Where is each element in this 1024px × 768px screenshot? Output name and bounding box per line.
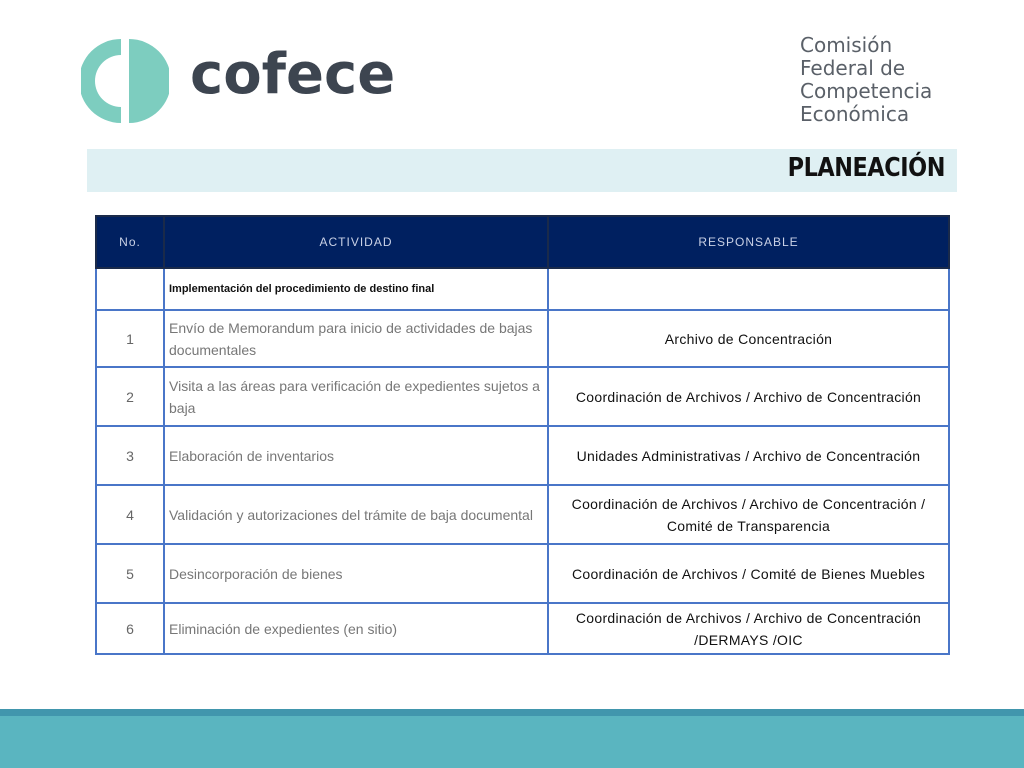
row-responsible: Coordinación de Archivos / Archivo de Concentración /DERMAYS /OIC [548, 603, 949, 654]
subheader-no-cell [96, 268, 164, 310]
org-name-line: Federal de [800, 56, 906, 80]
org-name-line: Comisión [800, 33, 893, 57]
row-responsible: Coordinación de Archivos / Archivo de Concentración [548, 367, 949, 426]
page-title: PLANEACIÓN [787, 153, 945, 183]
row-activity: Desincorporación de bienes [164, 544, 548, 603]
header-no: No. [96, 216, 164, 268]
organization-name [800, 34, 1000, 126]
row-activity: Elaboración de inventarios [164, 426, 548, 485]
row-number: 5 [96, 544, 164, 603]
planning-table [95, 215, 950, 655]
row-activity: Validación y autorizaciones del trámite de baja documental [164, 485, 548, 544]
row-activity: Eliminación de expedientes (en sitio) [164, 603, 548, 654]
row-responsible: Coordinación de Archivos / Archivo de Concentración / Comité de Transparencia [548, 485, 949, 544]
logo-wordmark: cofece [190, 42, 396, 107]
table-row [96, 544, 949, 603]
footer-divider [0, 709, 1024, 716]
title-bar [87, 149, 957, 192]
row-number: 1 [96, 310, 164, 367]
subheader-activity: Implementación del procedimiento de destino final [164, 268, 548, 310]
org-name-line: Económica [800, 102, 910, 126]
footer-band [0, 716, 1024, 768]
table-subheader-row [96, 268, 949, 310]
table-row [96, 603, 949, 654]
header-activity: ACTIVIDAD [164, 216, 548, 268]
row-activity: Envío de Memorandum para inicio de actividades de bajas documentales [164, 310, 548, 367]
row-responsible: Unidades Administrativas / Archivo de Concentración [548, 426, 949, 485]
row-responsible: Archivo de Concentración [548, 310, 949, 367]
subheader-responsible-cell [548, 268, 949, 310]
table-row [96, 485, 949, 544]
header-responsible: RESPONSABLE [548, 216, 949, 268]
table-row [96, 426, 949, 485]
table-row [96, 310, 949, 367]
row-activity: Visita a las áreas para verificación de expedientes sujetos a baja [164, 367, 548, 426]
row-number: 6 [96, 603, 164, 654]
row-number: 4 [96, 485, 164, 544]
row-responsible: Coordinación de Archivos / Comité de Bienes Muebles [548, 544, 949, 603]
row-number: 3 [96, 426, 164, 485]
cofece-logo-icon [81, 37, 169, 125]
row-number: 2 [96, 367, 164, 426]
org-name-line: Competencia [800, 79, 933, 103]
table-header-row [96, 216, 949, 268]
table-row [96, 367, 949, 426]
